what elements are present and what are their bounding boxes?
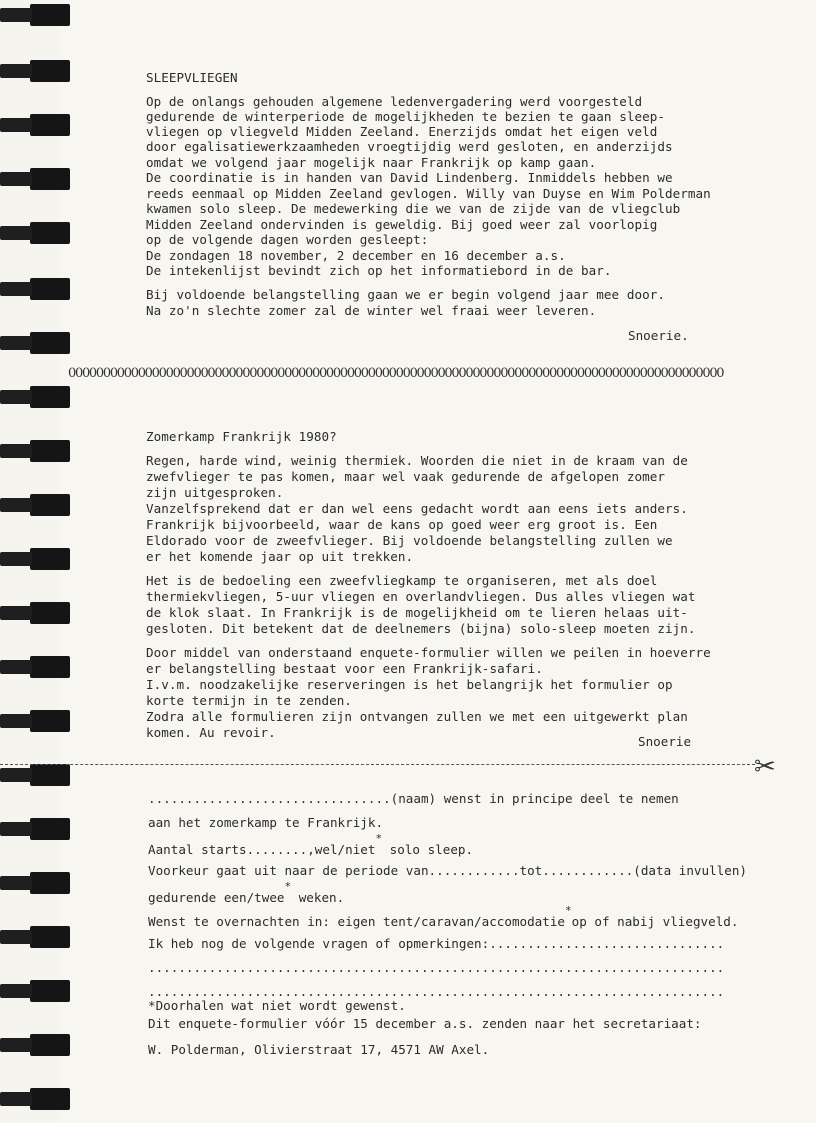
binding-ring <box>30 494 70 516</box>
form-text: Aantal starts........,wel/niet <box>148 842 376 858</box>
scissors-icon: ✂ <box>754 752 776 782</box>
text-line: op de volgende dagen worden gesleept: <box>146 232 429 247</box>
text-line: De coordinatie is in handen van David Lindenberg. Inmiddels hebben we <box>146 170 673 185</box>
text-line: De intekenlijst bevindt zich op het informatiebord in de bar. <box>146 263 612 278</box>
binding-ring <box>30 1034 70 1056</box>
form-text: gedurende een/twee <box>148 890 285 906</box>
text-line: reeds eenmaal op Midden Zeeland gevlogen. Willy van Duyse en Wim Polderman <box>146 186 711 201</box>
section-title-sleepvliegen: SLEEPVLIEGEN <box>146 70 238 85</box>
binding-ring <box>30 926 70 948</box>
text-line: thermiekvliegen, 5-uur vliegen en overlandvliegen. Dus alles vliegen wat <box>146 589 696 604</box>
text-line: door egalisatiewerkzaamheden vroegtijdig werd gesloten, en anderzijds <box>146 139 673 154</box>
binding-ring <box>30 1088 70 1110</box>
form-text: op of nabij vliegveld. <box>571 914 739 930</box>
asterisk: * <box>284 880 292 893</box>
text-line: gedurende de winterperiode de mogelijkheden te bezien te gaan sleep- <box>146 109 665 124</box>
binding-ring <box>30 764 70 786</box>
signature-snoerie: Snoerie. <box>628 328 689 343</box>
binding-ring <box>30 278 70 300</box>
text-line: Frankrijk bijvoorbeeld, waar de kans op goed weer erg groot is. Een <box>146 517 658 532</box>
text-line: Regen, harde wind, weinig thermiek. Woorden die niet in de kraam van de <box>146 453 688 468</box>
text-line: Op de onlangs gehouden algemene ledenvergadering werd voorgesteld <box>146 94 643 109</box>
text-line: komen. Au revoir. <box>146 725 276 740</box>
text-line: kwamen solo sleep. De medewerking die we van de zijde van de vliegclub <box>146 201 681 216</box>
binding-ring <box>30 710 70 732</box>
text-line: Door middel van onderstaand enquete-formulier willen we peilen in hoeverre <box>146 645 711 660</box>
text-line: Na zo'n slechte zomer zal de winter wel fraai weer leveren. <box>146 303 597 318</box>
spiral-binding <box>0 0 72 1123</box>
text-line: er het komende jaar op uit trekken. <box>146 549 414 564</box>
binding-ring <box>30 440 70 462</box>
section-title-zomerkamp: Zomerkamp Frankrijk 1980? <box>146 429 337 444</box>
section-divider: 0000000000000000000000000000000000000000000000000000000000000000000000000000000000000000000000 <box>68 366 724 380</box>
signature-snoerie: Snoerie <box>638 734 692 749</box>
binding-ring <box>30 114 70 136</box>
text-line: zwefvlieger te pas komen, maar wel vaak gedurende de afgelopen zomer <box>146 469 665 484</box>
binding-ring <box>30 332 70 354</box>
asterisk: * <box>565 904 572 917</box>
form-line-vragen: Ik heb nog de volgende vragen of opmerkingen:............................... <box>148 936 725 951</box>
form-text: weken. <box>291 890 345 906</box>
binding-ring <box>30 872 70 894</box>
text-line: korte termijn in te zenden. <box>146 693 353 708</box>
asterisk: * <box>375 832 383 845</box>
binding-ring <box>30 60 70 82</box>
form-line: aan het zomerkamp te Frankrijk. <box>148 815 384 830</box>
binding-ring <box>30 656 70 678</box>
binding-ring <box>30 386 70 408</box>
binding-ring <box>30 4 70 26</box>
cut-line <box>0 764 755 765</box>
form-text: solo sleep. <box>382 842 474 858</box>
address-line: W. Polderman, Olivierstraat 17, 4571 AW Axel. <box>148 1042 490 1057</box>
text-line: Zodra alle formulieren zijn ontvangen zullen we met een uitgewerkt plan <box>146 709 688 724</box>
binding-ring <box>30 548 70 570</box>
binding-ring <box>30 818 70 840</box>
text-line: Vanzelfsprekend dat er dan wel eens gedacht wordt aan eens iets anders. <box>146 501 688 516</box>
text-line: Midden Zeeland ondervinden is geweldig. Bij goed weer zal voorlopig <box>146 217 658 232</box>
form-line-naam: ................................(naam) wenst in principe deel te nemen <box>148 791 679 806</box>
form-text: Wenst te overnachten in: eigen tent/caravan/accomodatie <box>148 914 566 930</box>
form-line-zenden: Dit enquete-formulier vóór 15 december a.s. zenden naar het secretariaat: <box>148 1016 702 1031</box>
form-line-dots: ............................................................................ <box>148 984 725 999</box>
form-line-weken <box>148 880 345 906</box>
text-line: Eldorado voor de zweefvlieger. Bij voldoende belangstelling zullen we <box>146 533 673 548</box>
text-line: zijn uitgesproken. <box>146 485 284 500</box>
text-line: omdat we volgend jaar mogelijk naar Frankrijk op kamp gaan. <box>146 155 597 170</box>
text-line: de klok slaat. In Frankrijk is de mogelijkheid om te lieren helaas uit- <box>146 605 688 620</box>
text-line: Het is de bedoeling een zweefvliegkamp te organiseren, met als doel <box>146 573 658 588</box>
text-line: gesloten. Dit betekent dat de deelnemers (bijna) solo-sleep moeten zijn. <box>146 621 696 636</box>
form-line-periode: Voorkeur gaat uit naar de periode van............tot............(data invullen) <box>148 863 747 878</box>
binding-ring <box>30 980 70 1002</box>
text-line: I.v.m. noodzakelijke reserveringen is het belangrijk het formulier op <box>146 677 673 692</box>
text-line: Bij voldoende belangstelling gaan we er begin volgend jaar mee door. <box>146 287 665 302</box>
binding-ring <box>30 222 70 244</box>
form-line-dots: ............................................................................ <box>148 960 725 975</box>
binding-ring <box>30 168 70 190</box>
form-line-overnachten <box>148 904 739 930</box>
binding-ring <box>30 602 70 624</box>
footnote-doorhalen: *Doorhalen wat niet wordt gewenst. <box>148 998 406 1013</box>
form-line-starts <box>148 832 474 858</box>
text-line: vliegen op vliegveld Midden Zeeland. Enerzijds omdat het eigen veld <box>146 124 658 139</box>
text-line: er belangstelling bestaat voor een Frankrijk-safari. <box>146 661 543 676</box>
text-line: De zondagen 18 november, 2 december en 16 december a.s. <box>146 248 566 263</box>
